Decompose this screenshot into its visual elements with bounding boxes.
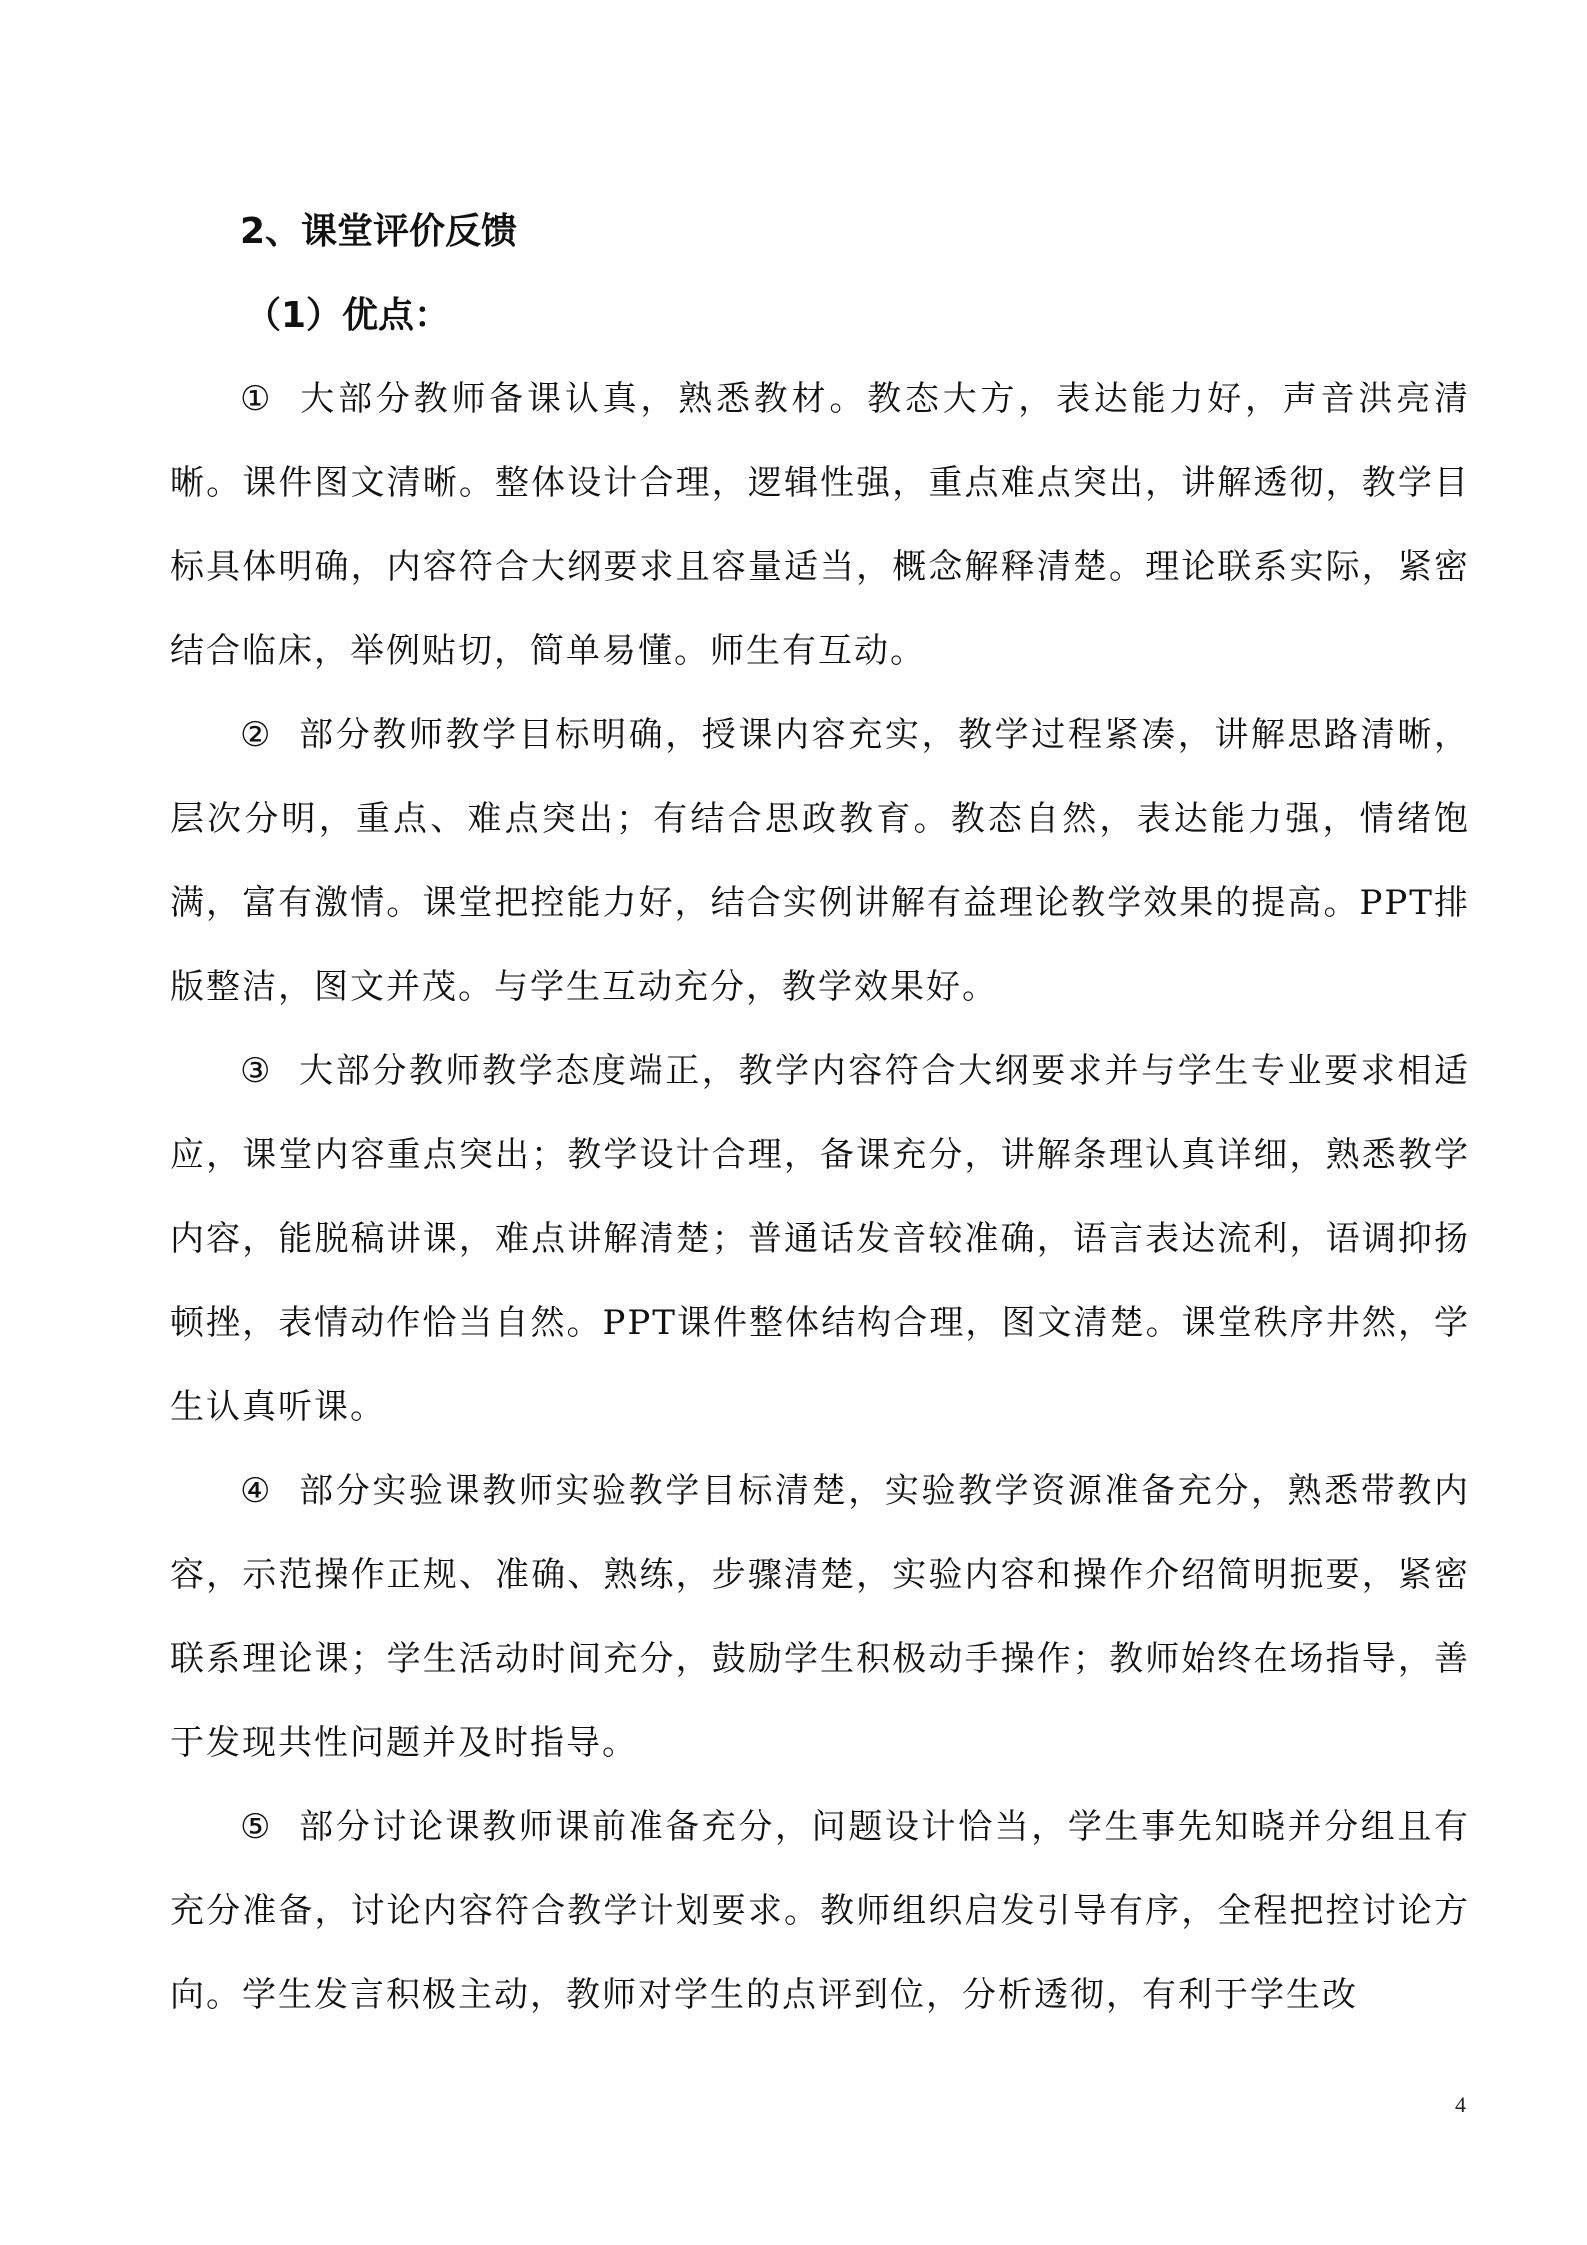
item-text: 大部分教师教学态度端正，教学内容符合大纲要求并与学生专业要求相适应，课堂内容重点突出；教学设计合理，备课充分，讲解条理认真详细，熟悉教学内容，能脱稿讲课，难点讲解清楚；普通话发音较准确，语言表达流利，语调抑扬顿挫，表情动作恰当自然。PPT课件整体结构合理，图文清楚。课堂秩序井然，学生认真听课。	[170, 1051, 1470, 1427]
item-text: 部分实验课教师实验教学目标清楚，实验教学资源准备充分，熟悉带教内容，示范操作正规、准确、熟练，步骤清楚，实验内容和操作介绍简明扼要，紧密联系理论课；学生活动时间充分，鼓励学生积极动手操作；教师始终在场指导，善于发现共性问题并及时指导。	[170, 1471, 1470, 1763]
item-marker: ②	[240, 715, 274, 755]
item-marker: ①	[240, 379, 275, 419]
page-number: 4	[1455, 2092, 1466, 2117]
list-item	[170, 1449, 1470, 1785]
item-text: 部分讨论课教师课前准备充分，问题设计恰当，学生事先知晓并分组且有充分准备，讨论内容符合教学计划要求。教师组织启发引导有序，全程把控讨论方向。学生发言积极主动，教师对学生的点评到位，分析透彻，有利于学生改	[170, 1807, 1470, 2015]
list-item	[170, 357, 1470, 693]
list-item	[170, 693, 1470, 1029]
section-title: 2、课堂评价反馈	[240, 211, 518, 252]
item-text: 大部分教师备课认真，熟悉教材。教态大方，表达能力好，声音洪亮清晰。课件图文清晰。整体设计合理，逻辑性强，重点难点突出，讲解透彻，教学目标具体明确，内容符合大纲要求且容量适当，概念解释清楚。理论联系实际，紧密结合临床，举例贴切，简单易懂。师生有互动。	[170, 379, 1471, 671]
subsection-title: （1）优点：	[245, 295, 451, 336]
page-content	[170, 205, 1470, 2037]
item-marker: ③	[240, 1051, 274, 1091]
item-marker: ④	[240, 1471, 274, 1511]
list-item	[170, 1785, 1470, 2037]
item-text: 部分教师教学目标明确，授课内容充实，教学过程紧凑，讲解思路清晰，层次分明，重点、难点突出；有结合思政教育。教态自然，表达能力强，情绪饱满，富有激情。课堂把控能力好，结合实例讲解有益理论教学效果的提高。PPT排版整洁，图文并茂。与学生互动充分，教学效果好。	[170, 715, 1470, 1007]
list-item	[170, 1029, 1470, 1449]
item-marker: ⑤	[240, 1807, 274, 1847]
